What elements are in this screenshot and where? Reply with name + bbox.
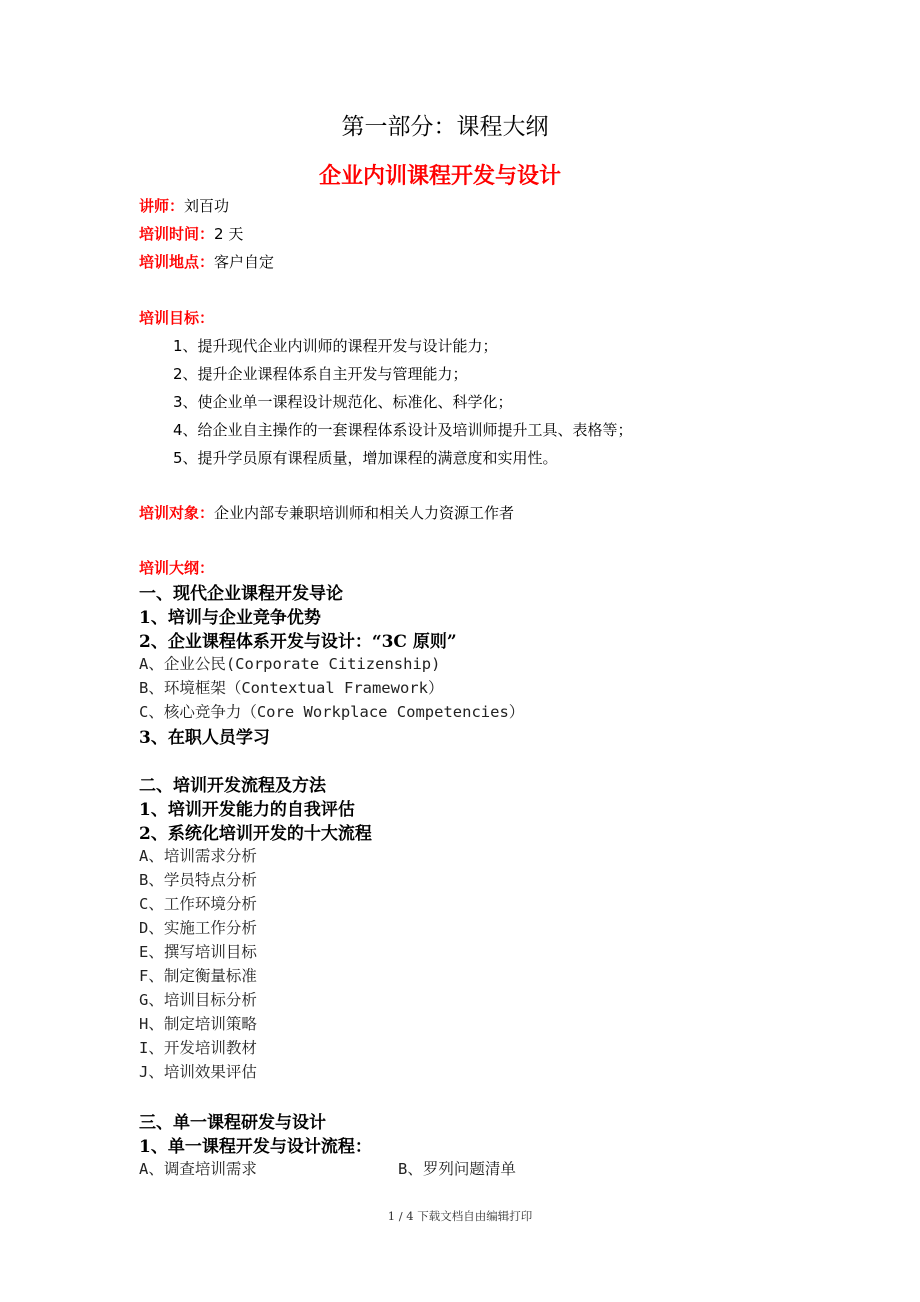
goal-item: 4、给企业自主操作的一套课程体系设计及培训师提升工具、表格等； <box>173 421 633 439</box>
list-item: G、培训目标分析 <box>139 991 257 1009</box>
duration-value: 2 天 <box>214 225 244 243</box>
goal-item: 3、使企业单一课程设计规范化、标准化、科学化； <box>173 393 513 411</box>
section-heading: 二、培训开发流程及方法 <box>139 776 326 796</box>
duration-line <box>139 223 243 244</box>
list-item: C、工作环境分析 <box>139 895 257 913</box>
list-item: A、培训需求分析 <box>139 847 257 865</box>
instructor-value: 刘百功 <box>184 197 230 215</box>
outline-label: 培训大纲： <box>139 559 215 577</box>
section-heading: 一、现代企业课程开发导论 <box>139 584 343 604</box>
list-item: B、罗列问题清单 <box>398 1160 516 1178</box>
subsection-heading: 3、在职人员学习 <box>139 728 270 748</box>
subsection-heading: 2、企业课程体系开发与设计：“3C 原则” <box>139 632 457 652</box>
audience-value: 企业内部专兼职培训师和相关人力资源工作者 <box>214 504 515 522</box>
audience-line <box>139 502 514 523</box>
subsection-heading: 1、培训开发能力的自我评估 <box>139 800 355 820</box>
subsection-heading: 2、系统化培训开发的十大流程 <box>139 824 372 844</box>
list-item: B、环境框架（Contextual Framework） <box>139 679 444 697</box>
goal-item: 5、提升学员原有课程质量，增加课程的满意度和实用性。 <box>173 449 558 467</box>
subsection-heading: 1、培训与企业竞争优势 <box>139 608 321 628</box>
page-title: 第一部分：课程大纲 <box>341 114 549 140</box>
goal-item: 2、提升企业课程体系自主开发与管理能力； <box>173 365 468 383</box>
goals-label: 培训目标： <box>139 309 215 327</box>
list-item: C、核心竞争力（Core Workplace Competencies） <box>139 703 525 721</box>
course-title: 企业内训课程开发与设计 <box>318 164 561 189</box>
audience-label: 培训对象： <box>139 504 215 522</box>
list-item: H、制定培训策略 <box>139 1015 257 1033</box>
instructor-line <box>139 195 229 216</box>
location-line <box>139 251 274 272</box>
list-item: J、培训效果评估 <box>139 1063 257 1081</box>
section-heading: 三、单一课程研发与设计 <box>139 1113 326 1133</box>
location-label: 培训地点： <box>139 253 215 271</box>
list-item: I、开发培训教材 <box>139 1039 257 1057</box>
subsection-heading: 1、单一课程开发与设计流程： <box>139 1137 372 1157</box>
list-item: F、制定衡量标准 <box>139 967 257 985</box>
page-footer: 1 / 4 下载文档自由编辑打印 <box>387 1209 533 1223</box>
instructor-label: 讲师： <box>139 197 185 215</box>
list-item: A、企业公民(Corporate Citizenship) <box>139 655 441 673</box>
list-item: D、实施工作分析 <box>139 919 257 937</box>
list-item: E、撰写培训目标 <box>139 943 257 961</box>
list-item: A、调查培训需求 <box>139 1160 257 1178</box>
location-value: 客户自定 <box>214 253 275 271</box>
list-item: B、学员特点分析 <box>139 871 257 889</box>
goal-item: 1、提升现代企业内训师的课程开发与设计能力； <box>173 337 498 355</box>
duration-label: 培训时间： <box>139 225 215 243</box>
